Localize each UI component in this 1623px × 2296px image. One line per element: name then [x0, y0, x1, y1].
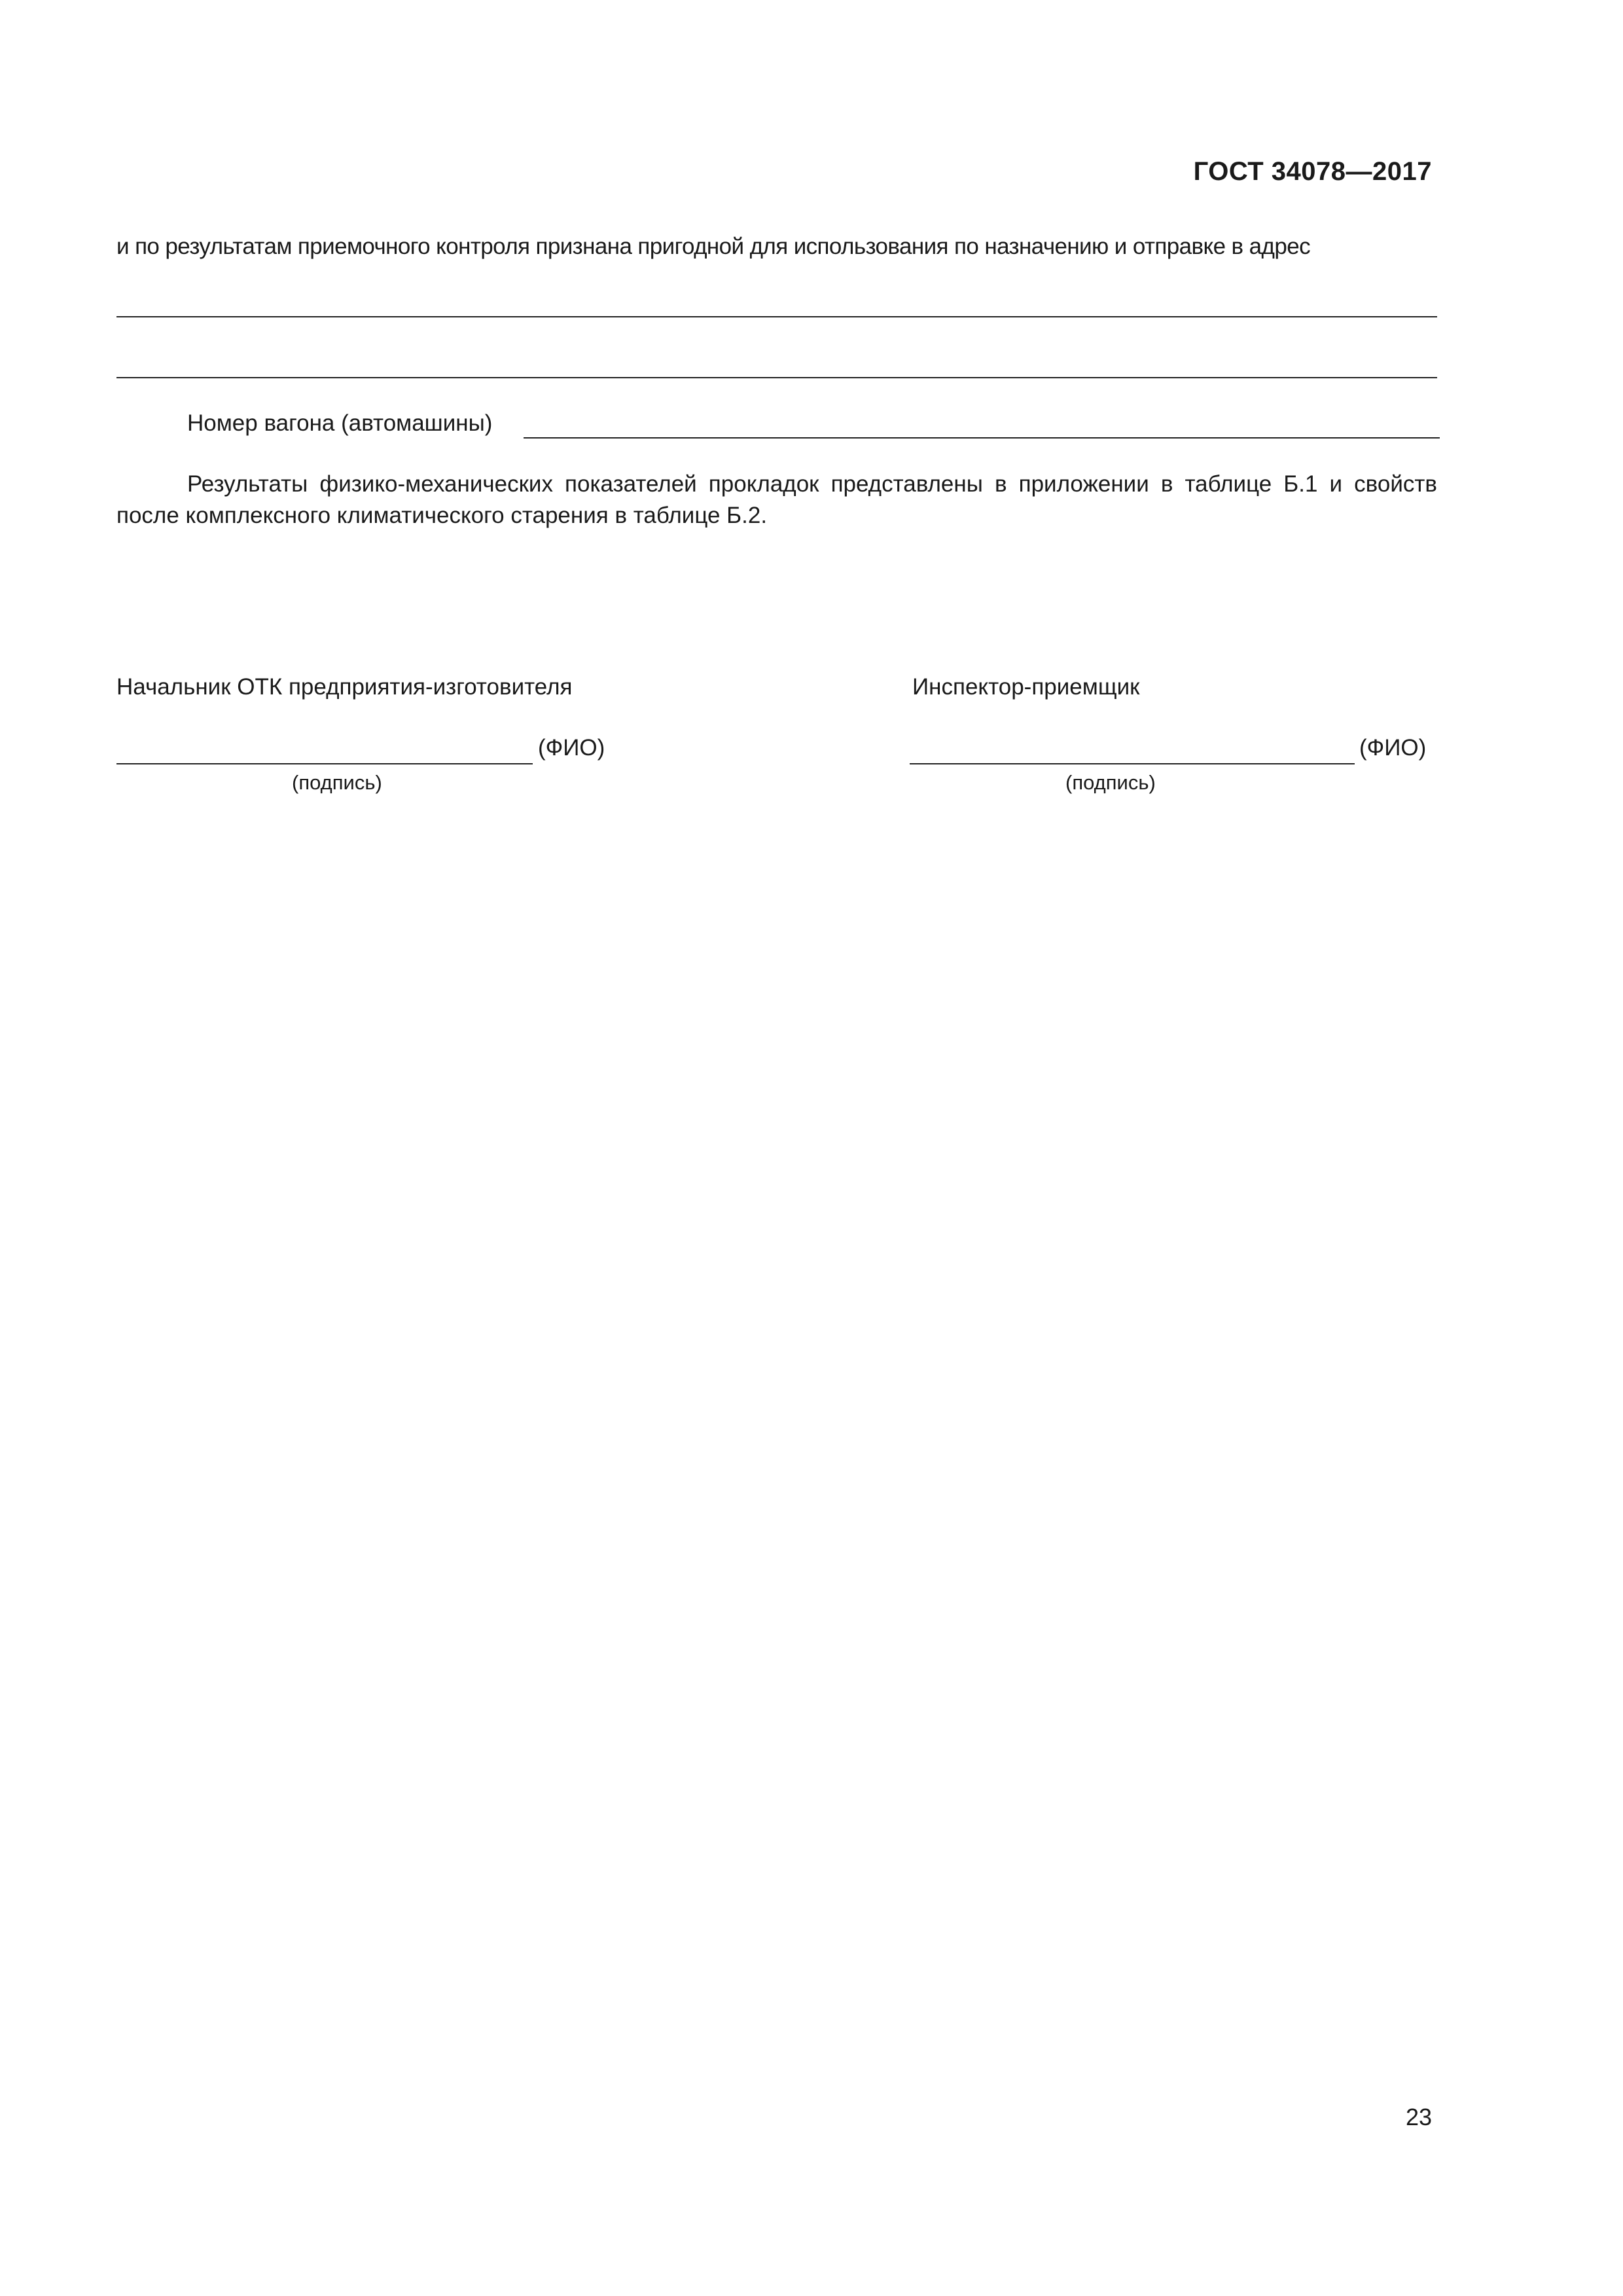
address-blank-line-2: [116, 377, 1437, 378]
right-signature-hint: (подпись): [1065, 771, 1156, 794]
right-signatory-title: Инспектор-приемщик: [912, 674, 1140, 700]
right-fio-label: (ФИО): [1359, 735, 1427, 761]
wagon-number-blank-line: [524, 437, 1440, 439]
left-signatory-title: Начальник ОТК предприятия-изготовителя: [116, 674, 573, 700]
right-signature-line: [910, 763, 1355, 764]
results-paragraph: Результаты физико-механических показателей прокладок представлены в приложении в таблице Б.1 и свойств после комплексного климатического старения в таблице Б.2.: [116, 471, 1437, 528]
document-code: ГОСТ 34078—2017: [1193, 157, 1432, 186]
page-number: 23: [1405, 2104, 1432, 2130]
address-blank-line-1: [116, 316, 1437, 317]
intro-line: и по результатам приемочного контроля признана пригодной для использования по назначению и отправке в адрес: [116, 234, 1310, 259]
left-signature-hint: (подпись): [292, 771, 382, 794]
wagon-number-label: Номер вагона (автомашины): [187, 410, 493, 436]
left-signature-line: [116, 763, 533, 764]
left-fio-label: (ФИО): [538, 735, 605, 761]
